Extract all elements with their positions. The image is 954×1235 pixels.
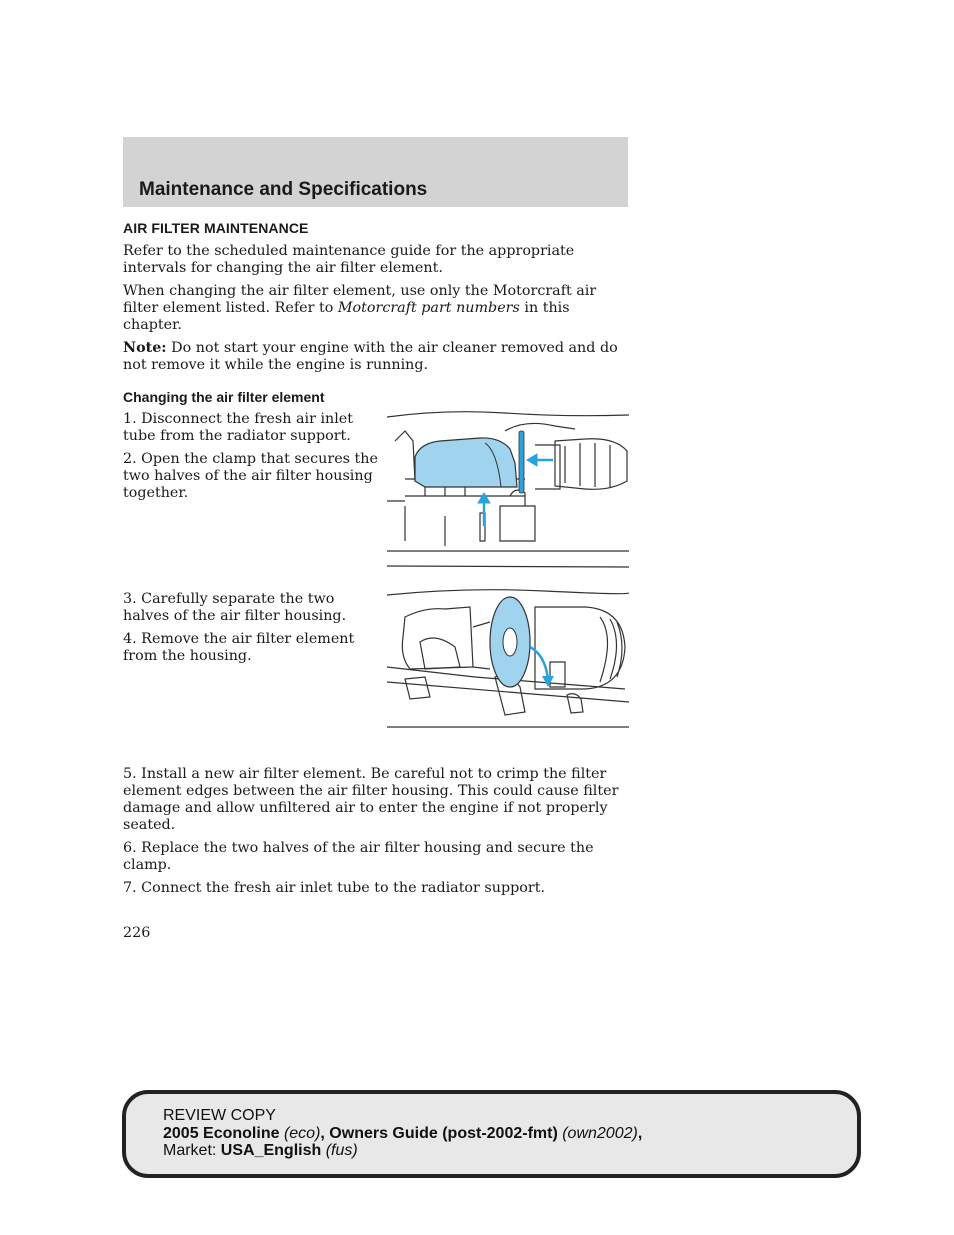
page-number: 226 (123, 925, 151, 941)
motorcraft-paragraph (123, 283, 628, 334)
footer-line-3 (163, 1142, 642, 1160)
review-copy-footer (122, 1090, 861, 1178)
step-1: 1. Disconnect the fresh air inlet tube from the radiator support. (123, 411, 354, 444)
inlet-tube-illustration (385, 401, 629, 577)
motorcraft-part-numbers-ref: Motorcraft part numbers (337, 300, 520, 316)
page-title: Maintenance and Specifications (139, 179, 428, 200)
step-7: 7. Connect the fresh air inlet tube to the radiator support. (123, 880, 546, 896)
note-paragraph (123, 340, 628, 374)
footer-line-2 (163, 1125, 642, 1143)
intro-paragraph: Refer to the scheduled maintenance guide for the appropriate intervals for changing the air filter element. (123, 243, 575, 276)
footer-market-label: Market: (163, 1142, 221, 1159)
section-header-band (123, 137, 628, 207)
section-heading: AIR FILTER MAINTENANCE (123, 220, 309, 236)
note-text: Do not start your engine with the air cleaner removed and do not remove it while the engine is running. (123, 340, 618, 373)
step-5: 5. Install a new air filter element. Be careful not to crimp the filter element edges between the air filter housing. This could cause filter damage and allow unfiltered air to enter the engine if not properly seated. (123, 766, 619, 833)
step-2: 2. Open the clamp that secures the two halves of the air filter housing together. (123, 451, 378, 501)
footer-market-code: (fus) (321, 1142, 358, 1159)
steps-3-4-block (123, 591, 628, 766)
step-4: 4. Remove the air filter element from the housing. (123, 631, 355, 664)
changing-filter-heading: Changing the air filter element (123, 389, 325, 405)
footer-market: USA_English (220, 1142, 322, 1159)
step-6: 6. Replace the two halves of the air filter housing and secure the clamp. (123, 840, 594, 873)
note-label: Note: (123, 340, 167, 356)
step-3: 3. Carefully separate the two halves of the air filter housing. (123, 591, 347, 624)
footer-guide: , Owners Guide (post-2002-fmt) (320, 1124, 558, 1142)
main-content (123, 220, 628, 903)
footer-review-copy: REVIEW COPY (163, 1107, 276, 1124)
footer-guide-code: (own2002) (557, 1124, 638, 1142)
motorcraft-text-start: When changing the air filter element, use only the Motorcraft air filter element listed. Refer to (123, 283, 597, 316)
footer-comma: , (637, 1124, 643, 1142)
filter-element-illustration (385, 587, 629, 743)
footer-text (163, 1107, 642, 1160)
steps-1-2-block (123, 411, 628, 591)
motorcraft-text-end: in this chapter. (123, 300, 570, 333)
footer-model: 2005 Econoline (163, 1124, 280, 1142)
footer-model-code: (eco) (279, 1124, 321, 1142)
